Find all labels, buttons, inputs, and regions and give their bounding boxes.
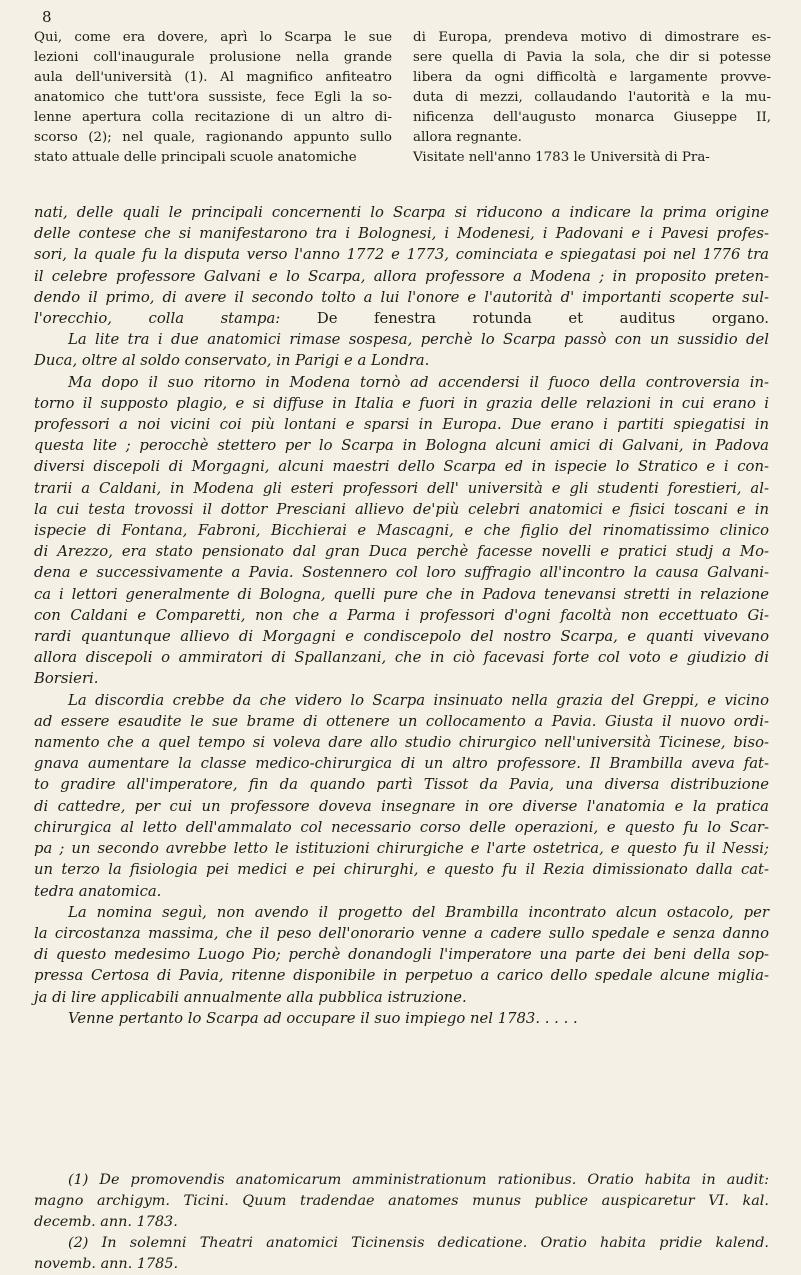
body-line — [34, 202, 769, 223]
body-line — [34, 541, 769, 562]
footnote-line: (1) De promovendis anatomicarum amministrationum rationibus. Oratio habita in audit: — [68, 1172, 769, 1188]
body-line-text: rardi quantunque allievo di Morgagni e condiscepolo del nostro Scarpa, e quanti vivevano — [34, 628, 769, 646]
body-line — [34, 647, 769, 668]
body-line — [34, 584, 769, 605]
body-line — [34, 499, 769, 520]
body-line-text: delle contese che si manifestarono tra i Bolognesi, i Modenesi, i Padovani e i Pavesi profes- — [34, 225, 769, 243]
body-line — [34, 372, 769, 393]
italic-body-text — [34, 202, 769, 1029]
body-line — [34, 520, 769, 541]
body-line-roman-text: De fenestra rotunda et auditus organo. — [316, 310, 769, 328]
body-line — [34, 435, 769, 456]
body-line — [34, 223, 769, 244]
body-line — [34, 838, 769, 859]
body-line-text: Duca, oltre al soldo conservato, in Parigi e a Londra. — [34, 352, 430, 370]
footnote-line: novemb. ann. 1785. — [34, 1256, 179, 1272]
body-line-text: l'orecchio, colla stampa: — [34, 310, 317, 328]
body-line — [34, 732, 769, 753]
left-column — [34, 28, 392, 168]
body-line-text: to gradire all'imperatore, fin da quando partì Tissot da Pavia, una diversa distribuzione — [34, 776, 769, 794]
body-line-text: ja di lire applicabili annualmente alla pubblica istruzione. — [34, 988, 467, 1006]
body-line — [34, 690, 769, 711]
body-line-text: la cui testa trovossi il dottor Presciani allievo de'più celebri anatomici e fisici toscani e in — [34, 500, 769, 518]
body-line — [34, 753, 769, 774]
body-line — [34, 414, 769, 435]
body-line — [34, 923, 769, 944]
right-column-line: allora regnante. — [413, 130, 522, 145]
body-line — [34, 987, 769, 1008]
body-line-text: ispecie di Fontana, Fabroni, Bicchierai e Mascagni, e che figlio del rinomatissimo clinico — [34, 522, 769, 540]
body-line — [34, 944, 769, 965]
right-column-line: duta di mezzi, collaudando l'autorità e la mu- — [413, 90, 771, 105]
body-line — [34, 456, 769, 477]
body-line-text: sori, la quale fu la disputa verso l'anno 1772 e 1773, cominciata e spiegatasi poi nel 1776 tra — [34, 246, 769, 264]
body-line — [34, 965, 769, 986]
right-column — [413, 28, 771, 168]
left-column-line: aula dell'università (1). Al magnifico anfiteatro — [34, 70, 392, 85]
body-line-text: chirurgica al letto dell'ammalato col necessario corso delle operazioni, e questo fu lo Scar- — [34, 818, 769, 836]
body-line-text: gnava aumentare la classe medico-chirurgica di un altro professore. Il Brambilla aveva fat- — [34, 755, 769, 773]
body-line — [34, 774, 769, 795]
body-line — [34, 308, 769, 329]
right-column-line: di Europa, prendeva motivo di dimostrare es- — [413, 30, 771, 45]
body-line-text: con Caldani e Comparetti, non che a Parma i professori d'ogni facoltà non eccettuato Gi- — [34, 606, 769, 624]
body-line — [34, 902, 769, 923]
footnote-line: magno archigym. Ticini. Quum tradendae anatomes munus publice auspicaretur VI. kal. — [34, 1193, 769, 1209]
body-line-text: diversi discepoli di Morgagni, alcuni maestri dello Scarpa ed in ispecie lo Stratico e i con- — [34, 458, 769, 476]
body-line-text: la circostanza massima, che il peso dell'onorario venne a cadere sullo spedale e senza danno — [34, 924, 769, 942]
body-line — [34, 1008, 769, 1029]
body-line-text: dendo il primo, di avere il secondo tolto a lui l'onore e l'autorità d' importanti scoperte sul- — [34, 288, 769, 306]
body-line — [34, 478, 769, 499]
body-line-text: ca i lettori generalmente di Bologna, quelli pure che in Padova tenevansi stretti in relazione — [34, 585, 769, 603]
left-column-line: lenne apertura colla recitazione di un altro di- — [34, 110, 392, 125]
body-line — [34, 244, 769, 265]
body-line — [34, 266, 769, 287]
body-line — [34, 287, 769, 308]
body-line — [34, 329, 769, 350]
body-line — [34, 562, 769, 583]
body-line — [34, 350, 769, 371]
body-line — [34, 605, 769, 626]
body-line-text: dena e successivamente a Pavia. Sostennero col loro suffragio all'incontro la causa Galvani- — [34, 564, 769, 582]
body-line-text: La lite tra i due anatomici rimase sospesa, perchè lo Scarpa passò con un sussidio del — [68, 331, 769, 349]
body-line-text: il celebre professore Galvani e lo Scarpa, allora professore a Modena ; in proposito preten- — [34, 267, 769, 285]
body-line-text: tedra anatomica. — [34, 882, 162, 900]
body-line-text: namento che a quel tempo si voleva dare allo studio chirurgico nell'università Ticinese, biso- — [34, 734, 769, 752]
body-line — [34, 393, 769, 414]
right-column-line: Visitate nell'anno 1783 le Università di Pra- — [413, 150, 710, 165]
body-line — [34, 668, 769, 689]
body-line-text: di questo medesimo Luogo Pio; perchè donandogli l'imperatore una parte dei beni della sop- — [34, 946, 769, 964]
body-line-text: Borsieri. — [34, 670, 99, 688]
body-line-text: trarii a Caldani, in Modena gli esteri professori dell' università e gli studenti forestieri, al- — [34, 479, 769, 497]
body-line-text: Venne pertanto lo Scarpa ad occupare il suo impiego nel 1783. . . . . — [68, 1009, 578, 1027]
body-line-text: nati, delle quali le principali concernenti lo Scarpa si riducono a indicare la prima origine — [34, 204, 769, 221]
page-number: 8 — [42, 8, 52, 26]
body-line-text: di Arezzo, era stato pensionato dal gran Duca perchè facesse novelli e pratici studj a Mo- — [34, 543, 769, 561]
body-line-text: allora discepoli o ammiratori di Spallanzani, che in ciò facevasi forte col voto e giudizio di — [34, 649, 769, 667]
footnote-line: (2) In solemni Theatri anatomici Ticinensis dedicatione. Oratio habita pridie kalend. — [68, 1235, 769, 1251]
right-column-line: sere quella di Pavia la sola, che dir si potesse — [413, 50, 771, 65]
body-line-text: ad essere esaudite le sue brame di ottenere un collocamento a Pavia. Giusta il nuovo ordi- — [34, 712, 769, 730]
body-line-text: torno il supposto plagio, e si diffuse in Italia e fuori in grazia delle relazioni in cui erano i — [34, 394, 769, 412]
body-line-text: pa ; un secondo avrebbe letto le istituzioni chirurgiche e l'arte ostetrica, e questo fu il Nessi; — [34, 840, 769, 858]
left-column-line: stato attuale delle principali scuole anatomiche — [34, 150, 357, 165]
footnotes — [34, 1170, 769, 1275]
body-line-text: La nomina seguì, non avendo il progetto del Brambilla incontrato alcun ostacolo, per — [68, 903, 769, 921]
body-line-text: questa lite ; perocchè stettero per lo Scarpa in Bologna alcuni amici di Galvani, in Padova — [34, 437, 769, 455]
left-column-line: anatomico che tutt'ora sussiste, fece Egli la so- — [34, 90, 392, 105]
body-line-text: di cattedre, per cui un professore doveva insegnare in ore diverse l'anatomia e la pratica — [34, 797, 769, 815]
body-line-text: La discordia crebbe da che videro lo Scarpa insinuato nella grazia del Greppi, e vicino — [68, 691, 769, 709]
body-line — [34, 626, 769, 647]
body-line — [34, 796, 769, 817]
left-column-line: scorso (2); nel quale, ragionando appunto sullo — [34, 130, 392, 145]
footnote-line: decemb. ann. 1783. — [34, 1214, 178, 1230]
right-column-line: libera da ogni difficoltà e largamente provve- — [413, 70, 771, 85]
body-line — [34, 881, 769, 902]
body-line-text: professori a noi vicini coi più lontani e sparsi in Europa. Due erano i partiti spiegatisi in — [34, 416, 769, 434]
left-column-line: lezioni coll'inaugurale prolusione nella grande — [34, 50, 392, 65]
body-line — [34, 859, 769, 880]
body-line — [34, 711, 769, 732]
left-column-line: Qui, come era dovere, aprì lo Scarpa le sue — [34, 30, 392, 45]
body-line-text: pressa Certosa di Pavia, ritenne disponibile in perpetuo a carico dello spedale alcune miglia- — [34, 967, 769, 985]
right-column-line: nificenza dell'augusto monarca Giuseppe II, — [413, 110, 771, 125]
body-line-text: Ma dopo il suo ritorno in Modena tornò ad accendersi il fuoco della controversia in- — [68, 373, 769, 391]
body-line-text: un terzo la fisiologia pei medici e pei chirurghi, e questo fu il Rezia dimissionato dalla cat- — [34, 861, 769, 879]
body-line — [34, 817, 769, 838]
